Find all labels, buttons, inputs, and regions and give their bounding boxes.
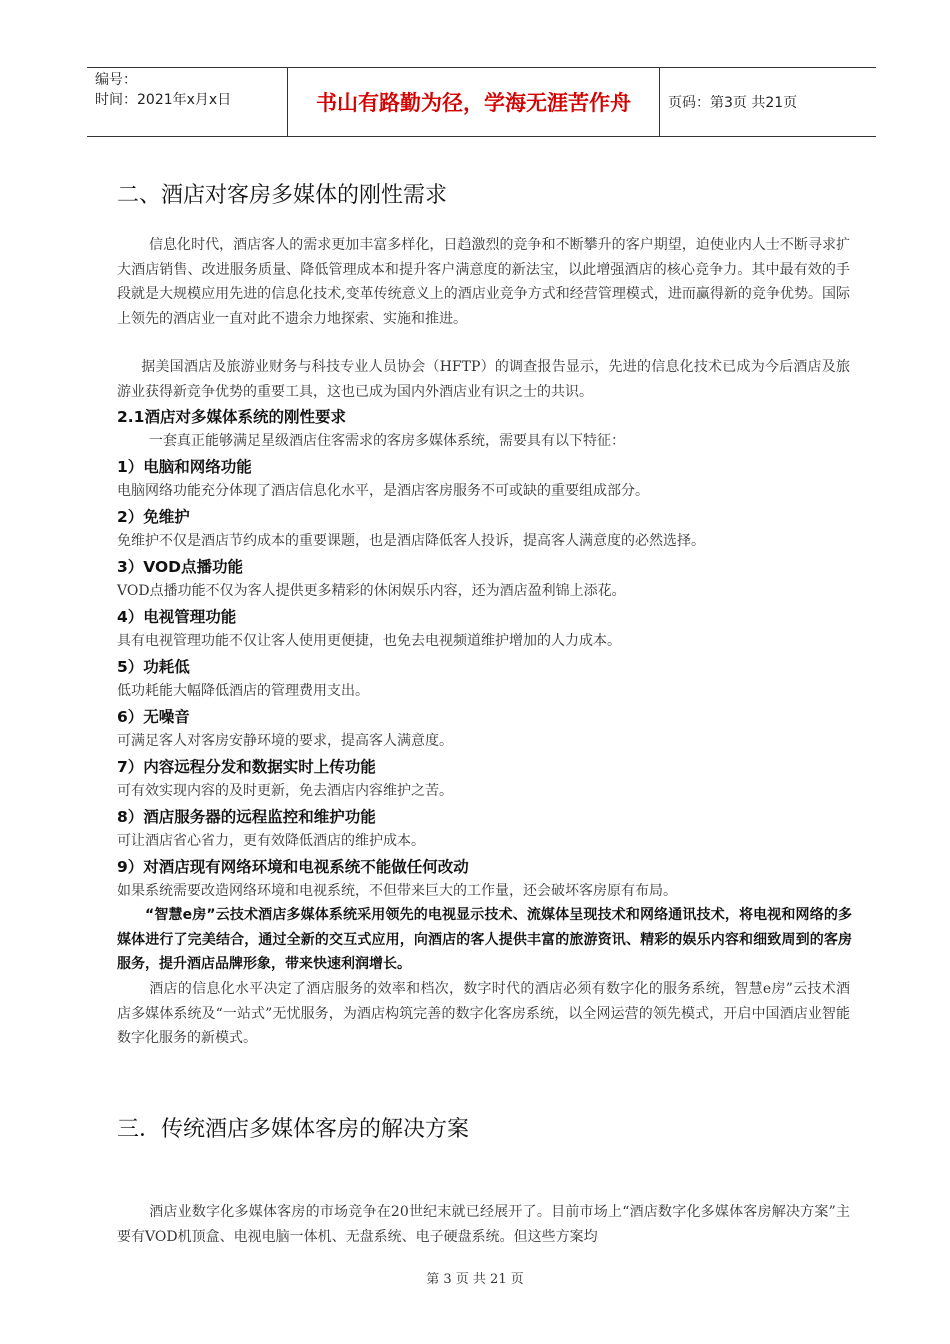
feature-desc-5: 低功耗能大幅降低酒店的管理费用支出。 xyxy=(117,683,369,699)
feature-desc-8: 可让酒店省心省力，更有效降低酒店的维护成本。 xyxy=(117,833,425,849)
feature-desc-4: 具有电视管理功能不仅让客人使用更便捷，也免去电视频道维护增加的人力成本。 xyxy=(117,633,621,649)
section-2-paragraph-3: 酒店的信息化水平决定了酒店服务的效率和档次，数字时代的酒店必须有数字化的服务系统，智慧e房”云技术酒店多媒体系统及“一站式”无忧服务，为酒店构筑完善的数字化客房系统，以全网运营的领先模式，开启中国酒店业智能数字化服务的新模式。 xyxy=(117,981,850,1046)
header-page-label: 页码：第3页 共21页 xyxy=(668,95,798,111)
feature-title-1: 1）电脑和网络功能 xyxy=(117,458,252,476)
feature-title-9: 9）对酒店现有网络环境和电视系统不能做任何改动 xyxy=(117,858,469,876)
feature-title-7: 7）内容远程分发和数据实时上传功能 xyxy=(117,758,376,776)
feature-title-8: 8）酒店服务器的远程监控和维护功能 xyxy=(117,808,376,826)
section-3-title: 三．传统酒店多媒体客房的解决方案 xyxy=(117,1117,470,1142)
feature-title-5: 5）功耗低 xyxy=(117,658,190,676)
header-meta xyxy=(87,68,287,136)
header-time-label: 时间：2021年x月x日 xyxy=(95,92,232,108)
header-number-label: 编号： xyxy=(95,72,137,88)
page-footer: 第 3 页 共 21 页 xyxy=(426,1272,524,1287)
section-2-paragraph-2: 据美国酒店及旅游业财务与科技专业人员协会（HFTP）的调查报告显示，先进的信息化技术已成为今后酒店及旅游业获得新竞争优势的重要工具，这也已成为国内外酒店业有识之士的共识。 xyxy=(117,359,850,400)
feature-desc-3: VOD点播功能不仅为客人提供更多精彩的休闲娱乐内容，还为酒店盈利锦上添花。 xyxy=(117,583,626,599)
page-header-table xyxy=(87,67,876,137)
feature-title-2: 2）免维护 xyxy=(117,508,190,526)
subsection-intro: 一套真正能够满足星级酒店住客需求的客房多媒体系统，需要具有以下特征： xyxy=(149,433,625,449)
feature-desc-2: 免维护不仅是酒店节约成本的重要课题，也是酒店降低客人投诉，提高客人满意度的必然选择。 xyxy=(117,533,705,549)
section-3-paragraph-1: 酒店业数字化多媒体客房的市场竞争在20世纪末就已经展开了。目前市场上“酒店数字化多媒体客房解决方案”主要有VOD机顶盒、电视电脑一体机、无盘系统、电子硬盘系统。但这些方案均 xyxy=(117,1204,850,1245)
feature-desc-6: 可满足客人对客房安静环境的要求，提高客人满意度。 xyxy=(117,733,453,749)
section-2-title: 二、酒店对客房多媒体的刚性需求 xyxy=(117,183,448,208)
section-2-paragraph-1: 信息化时代，酒店客人的需求更加丰富多样化，日趋激烈的竞争和不断攀升的客户期望，迫使业内人士不断寻求扩大酒店销售、改进服务质量、降低管理成本和提升客户满意度的新法宝，以此增强酒店的核心竞争力。其中最有效的手段就是大规模应用先进的信息化技术,变革传统意义上的酒店业竞争方式和经营管理模式，进而赢得新的竞争优势。国际上领先的酒店业一直对此不遗余力地探索、实施和推进。 xyxy=(117,237,850,327)
feature-desc-1: 电脑网络功能充分体现了酒店信息化水平，是酒店客房服务不可或缺的重要组成部分。 xyxy=(117,483,649,499)
feature-title-4: 4）电视管理功能 xyxy=(117,608,237,626)
feature-desc-7: 可有效实现内容的及时更新，免去酒店内容维护之苦。 xyxy=(117,783,453,799)
feature-title-6: 6）无噪音 xyxy=(117,708,190,726)
header-motto: 书山有路勤为径，学海无涯苦作舟 xyxy=(287,68,660,136)
feature-title-3: 3）VOD点播功能 xyxy=(117,558,244,576)
subsection-2-1-title: 2.1酒店对多媒体系统的刚性要求 xyxy=(117,408,346,426)
highlight-paragraph: “智慧e房”云技术酒店多媒体系统采用领先的电视显示技术、流媒体呈现技术和网络通讯技术，将电视和网络的多媒体进行了完美结合，通过全新的交互式应用，向酒店的客人提供丰富的旅游资讯、精彩的娱乐内容和细致周到的客房服务，提升酒店品牌形象，带来快速利润增长。 xyxy=(117,907,852,972)
feature-desc-9: 如果系统需要改造网络环境和电视系统，不但带来巨大的工作量，还会破坏客房原有布局。 xyxy=(117,883,677,899)
